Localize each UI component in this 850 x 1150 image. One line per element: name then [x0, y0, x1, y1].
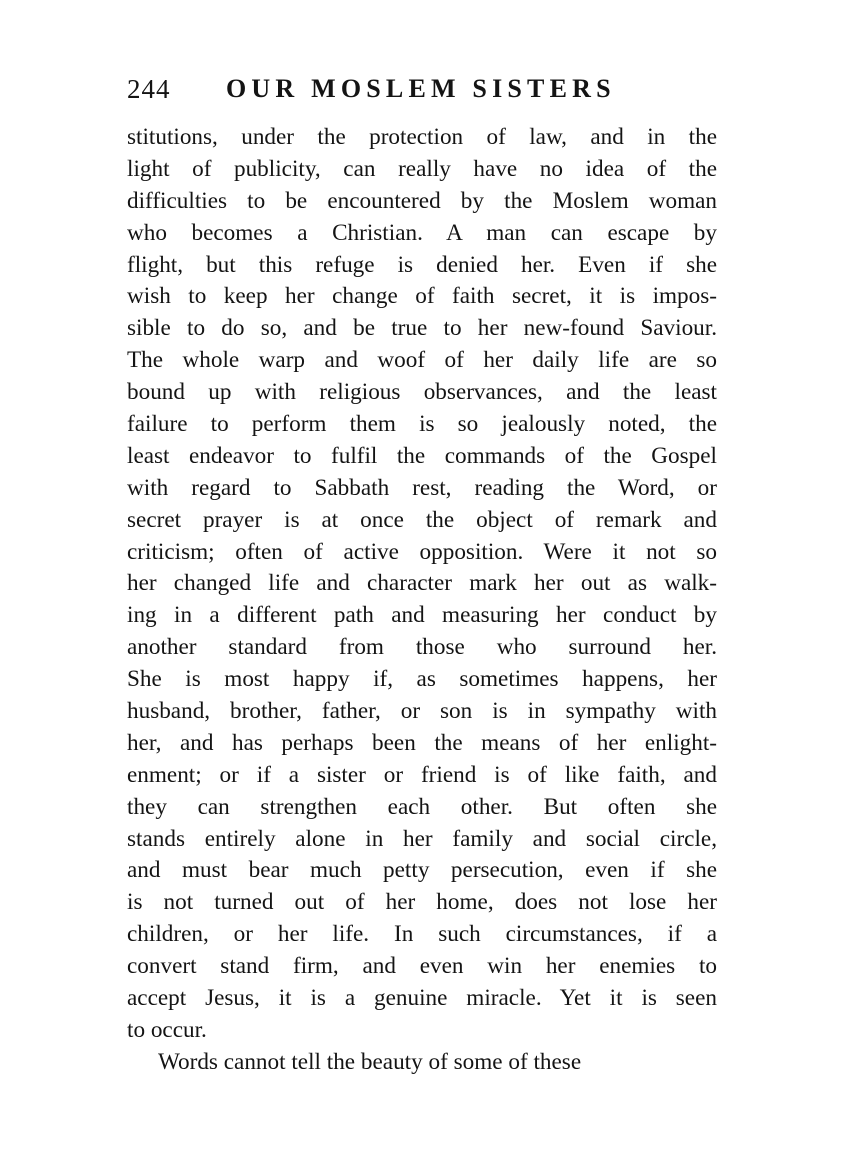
text-line: Words cannot tell the beauty of some of these: [158, 1048, 582, 1075]
text-line: criticism; often of active opposition. Were it not so: [127, 538, 717, 565]
text-line: her, and has perhaps been the means of her enlight-: [127, 729, 717, 756]
paragraph: [127, 122, 717, 1047]
text-line: children, or her life. In such circumstances, if a: [127, 921, 717, 948]
text-line: to occur.: [127, 1016, 207, 1043]
text-line: with regard to Sabbath rest, reading the Word, or: [127, 474, 717, 501]
text-line: failure to perform them is so jealously noted, the: [127, 411, 717, 438]
text-line: husband, brother, father, or son is in sympathy with: [127, 698, 717, 725]
text-line: accept Jesus, it is a genuine miracle. Yet it is seen: [127, 985, 717, 1012]
text-line: another standard from those who surround her.: [127, 634, 717, 661]
page-number: 244: [127, 74, 171, 104]
text-line: flight, but this refuge is denied her. Even if she: [127, 251, 717, 278]
paragraph: [127, 1047, 717, 1079]
text-line: they can strengthen each other. But often she: [127, 793, 717, 820]
text-line: bound up with religious observances, and the least: [127, 379, 717, 406]
text-line: sible to do so, and be true to her new-found Saviour.: [127, 315, 717, 342]
book-title: OUR MOSLEM SISTERS: [226, 74, 616, 103]
text-line: difficulties to be encountered by the Moslem woman: [127, 187, 717, 214]
running-head: [127, 72, 727, 108]
text-line: convert stand firm, and even win her enemies to: [127, 953, 717, 980]
text-line: and must bear much petty persecution, even if she: [127, 857, 717, 884]
text-line: least endeavor to fulfil the commands of the Gospel: [127, 442, 717, 469]
text-line: enment; or if a sister or friend is of like faith, and: [127, 761, 717, 788]
text-line: her changed life and character mark her out as walk-: [127, 570, 717, 597]
text-line: light of publicity, can really have no idea of the: [127, 155, 717, 182]
text-line: ing in a different path and measuring her conduct by: [127, 602, 717, 629]
text-line: wish to keep her change of faith secret, it is impos-: [127, 283, 717, 310]
text-line: stands entirely alone in her family and social circle,: [127, 825, 717, 852]
body-text: [127, 122, 717, 1079]
text-line: secret prayer is at once the object of remark and: [127, 506, 717, 533]
text-line: is not turned out of her home, does not lose her: [127, 889, 717, 916]
text-line: who becomes a Christian. A man can escape by: [127, 219, 717, 246]
text-line: The whole warp and woof of her daily life are so: [127, 347, 717, 374]
text-line: stitutions, under the protection of law, and in the: [127, 124, 717, 150]
text-line: She is most happy if, as sometimes happens, her: [127, 666, 717, 693]
